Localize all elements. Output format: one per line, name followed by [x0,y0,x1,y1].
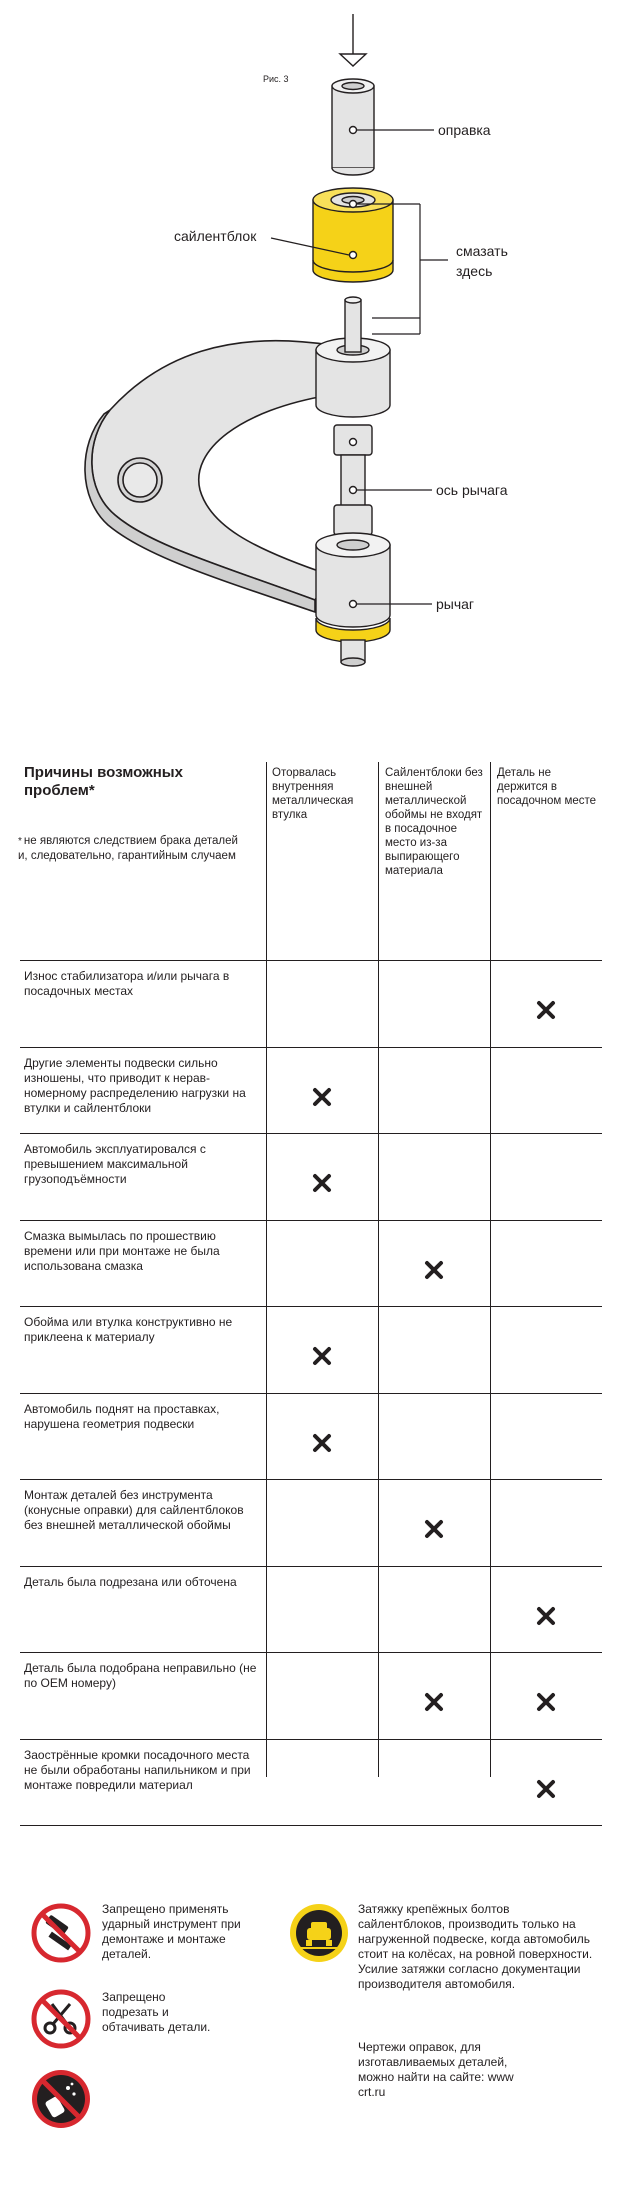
x-mark-icon [536,1606,556,1626]
x-mark-icon [312,1346,332,1366]
table-title: Причины возможных проблем* [24,764,183,799]
label-mandrel: оправка [438,122,491,138]
car-on-wheels-icon [288,1902,350,1964]
row-divider [20,1306,602,1307]
x-mark-icon [312,1087,332,1107]
column-divider [378,762,379,1777]
table-row-cause: Износ стабилизатора и/или рычага в посадочных местах [24,969,230,998]
table-row-cause: Смазка вымылась по прошествию времени или при монтаже не была использована смазка [24,1228,220,1273]
note-no-hammer: Запрещено применять ударный инструмент при демонтаже и монтаже деталей. [102,1902,241,1961]
column-header-loose: Деталь не держится в посадочном месте [497,767,597,807]
no-hammer-icon [30,1902,92,1964]
note-tightening: Затяжку крепёжных болтов сайлентблоков, производить только на нагруженной подвеске, когда автомобиль стоит на колёсах, на ровной поверхности. Усилие затяжки согласно документации производителя автомобиля. [358,1902,593,1991]
row-divider [20,1652,602,1653]
row-divider [20,1566,602,1567]
no-grinding-icon [30,2068,92,2130]
footnote-text: не являются следствием брака деталей и, следовательно, гарантийным случаем [18,835,238,862]
x-mark-icon [536,1692,556,1712]
causes-table [0,752,626,1792]
row-divider [20,1133,602,1134]
mandrel-part [332,79,374,175]
table-row-cause: Заострённые кромки посадочного места не были обработаны напильником и при монтаже повредили материал [24,1747,251,1792]
table-row-cause: Другие элементы подвески сильно изношены, что приводит к нерав-номерному распределению нагрузки на втулки и сайлентблоки [24,1055,246,1115]
row-divider [20,1047,602,1048]
x-mark-icon [424,1692,444,1712]
bushing-part [313,188,393,282]
note-drawings: Чертежи оправок, для изготавливаемых деталей, можно найти на сайте: www crt.ru [358,2040,514,2099]
note-no-cutting: Запрещено подрезать и обтачивать детали. [102,1990,211,2034]
label-bushing: сайлентблок [174,228,257,244]
column-header-no-fit: Сайлентблоки без внешней металлической обоймы не входят в посадочное место из-за выпирающего материала [385,767,483,877]
no-cutting-icon [30,1988,92,2050]
table-row-cause: Обойма или втулка конструктивно не приклеена к материалу [24,1315,233,1344]
x-mark-icon [424,1519,444,1539]
label-lubricate-line2: здесь [456,263,493,279]
table-row-cause: Деталь была подрезана или обточена [24,1574,237,1589]
row-divider [20,960,602,961]
label-axle: ось рычага [436,482,508,498]
row-divider [20,1220,602,1221]
row-divider [20,1479,602,1480]
table-row-cause: Автомобиль эксплуатировался с превышением максимальной грузоподъёмности [24,1142,206,1186]
column-divider [266,762,267,1777]
press-arrow-icon [340,14,366,66]
notes-section [0,1870,626,2188]
table-row-cause: Деталь была подобрана неправильно (не по OEM номеру) [24,1661,257,1690]
figure-label: Рис. 3 [263,74,289,84]
x-mark-icon [312,1433,332,1453]
lever-part [85,341,330,612]
table-footnote [18,834,238,864]
table-row-cause: Автомобиль поднят на проставках, нарушена геометрия подвески [24,1401,220,1431]
column-divider [490,762,491,1777]
column-header-sleeve: Оторвалась внутренняя металлическая втулка [272,767,354,821]
label-lever: рычаг [436,596,475,612]
table-row-cause: Монтаж деталей без инструмента (конусные оправки) для сайлентблоков без внешней металлической обоймы [24,1488,244,1532]
x-mark-icon [312,1173,332,1193]
x-mark-icon [424,1260,444,1280]
footnote-star: * [18,836,22,847]
row-divider [20,1825,602,1826]
row-divider [20,1739,602,1740]
assembly-diagram [0,0,626,700]
x-mark-icon [536,1779,556,1799]
label-lubricate: смазать [456,243,508,259]
row-divider [20,1393,602,1394]
lower-eye [316,533,390,666]
x-mark-icon [536,1000,556,1020]
